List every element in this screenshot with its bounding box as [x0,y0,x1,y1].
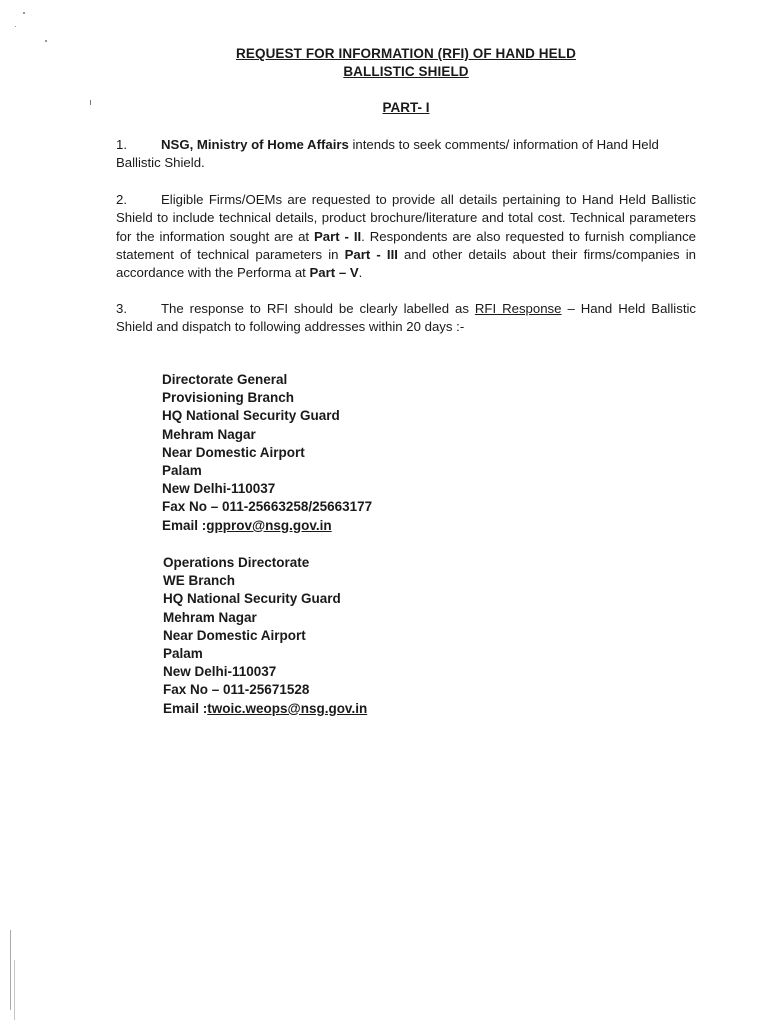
paragraph-3-text1: The response to RFI should be clearly labelled as [161,301,475,316]
address-block-provisioning [162,371,372,535]
part-heading: PART- I [382,100,430,115]
address-line: New Delhi-110037 [162,481,276,497]
address-line: Mehram Nagar [163,609,257,625]
paragraph-1-text: intends to seek comments/ information of Hand Held Ballistic Shield. [116,137,659,171]
part-ii-ref: Part - II [313,228,362,244]
address-line: Near Domestic Airport [163,627,306,643]
email-link[interactable]: twoic.weops@nsg.gov.in [207,700,368,716]
address-line: Palam [163,646,203,662]
scan-speck [90,100,91,105]
scan-edge-line [10,930,11,1010]
paragraph-1-number: 1. [116,137,127,152]
fax-number: Fax No – 011-25671528 [163,682,310,698]
address-line: New Delhi-110037 [163,664,277,680]
rfi-response-label: RFI Response [474,301,562,316]
scan-speck [23,12,25,14]
email-label: Email : [163,700,208,716]
address-line: Directorate General [162,372,288,387]
address-line: Provisioning Branch [162,390,295,406]
paragraph-2-text2: . Respondents are also requested to furnish compliance statement of technical parameters in [116,228,696,262]
email-link[interactable]: gpprov@nsg.gov.in [206,517,332,533]
email-row [162,517,372,535]
document-title-line1: REQUEST FOR INFORMATION (RFI) OF HAND HELD [236,46,576,61]
address-line: Palam [162,463,202,479]
paragraph-2-text3: and other details about their firms/companies in accordance with the Performa at [116,246,696,281]
paragraph-3 [116,300,696,337]
address-line: Mehram Nagar [162,426,256,442]
address-line: HQ National Security Guard [162,408,340,424]
scan-speck [15,26,16,27]
paragraph-2-text1: Eligible Firms/OEMs are requested to provide all details pertaining to Hand Held Ballistic Shield to include technical details, product brochure/literature and total cost. Technical parameters for the information sought are at [116,192,696,244]
paragraph-1-bold: NSG, Ministry of Home Affairs [161,137,349,152]
paragraph-1 [116,136,696,173]
paragraph-2 [116,191,696,282]
address-line: WE Branch [163,573,236,589]
address-line: Operations Directorate [163,555,310,570]
fax-number: Fax No – 011-25663258/25663177 [162,499,373,515]
email-label: Email : [162,517,207,533]
part-v-ref: Part – V [309,265,359,281]
scan-edge-line [14,960,15,1020]
paragraph-3-number: 3. [116,301,127,316]
scan-speck [45,40,47,42]
part-iii-ref: Part - III [344,246,398,262]
address-block-operations [163,554,367,718]
document-title-line2: BALLISTIC SHIELD [343,64,469,79]
email-row [163,700,367,718]
address-line: Near Domestic Airport [162,444,305,460]
paragraph-2-text4: . [358,265,363,281]
paragraph-3-text2: – Hand Held Ballistic Shield and dispatch to following addresses within 20 days :- [116,301,697,335]
address-line: HQ National Security Guard [163,591,341,607]
paragraph-2-number: 2. [116,192,127,207]
